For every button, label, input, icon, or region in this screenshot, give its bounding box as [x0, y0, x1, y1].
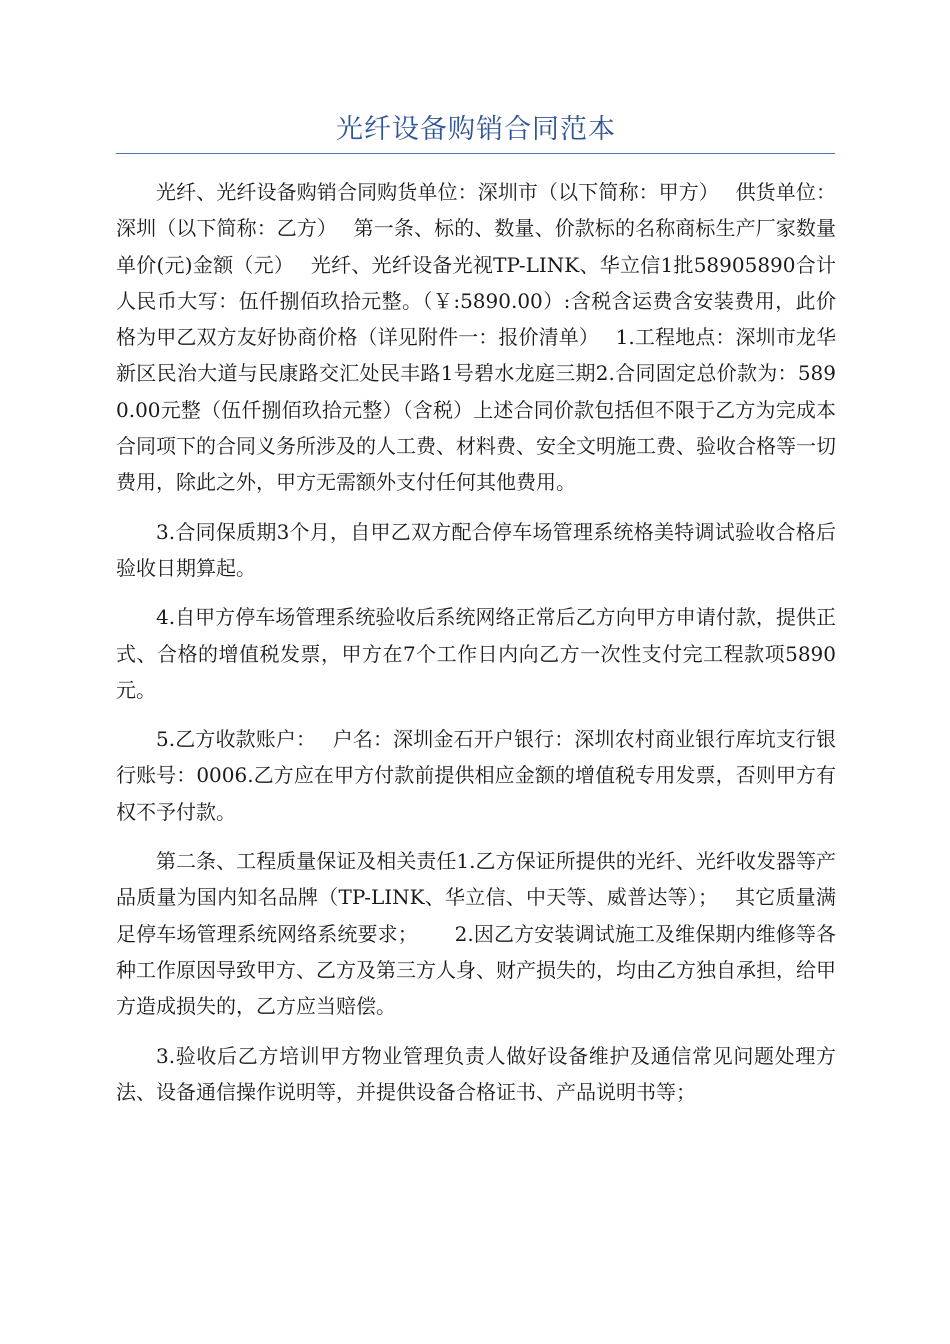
paragraph-bank-account: 5.乙方收款账户： 户名：深圳金石开户银行：深圳农村商业银行库坑支行银行账号：0006.乙方应在甲方付款前提供相应金额的增值税专用发票，否则甲方有权不予付款。 [116, 727, 836, 824]
document-title: 光纤设备购销合同范本 [336, 114, 616, 145]
paragraph-payment-terms: 4.自甲方停车场管理系统验收后系统网络正常后乙方向甲方申请付款，提供正式、合格的增值税发票，甲方在7个工作日内向乙方一次性支付完工程款项5890元。 [116, 605, 836, 702]
title-underline [116, 153, 835, 154]
document-body [116, 174, 836, 1123]
paragraph-quality-guarantee: 第二条、工程质量保证及相关责任1.乙方保证所提供的光纤、光纤收发器等产品质量为国内知名品牌（TP-LINK、华立信、中天等、威普达等）； 其它质量满足停车场管理系统网络系统要求； 2.因乙方安装调试施工及维保期内维修等各种工作原因导致甲方、乙方及第三方人身、财产损失的，均由乙方独自承担，给甲方造成损失的，乙方应当赔偿。 [116, 849, 836, 1019]
paragraph-contract-parties: 光纤、光纤设备购销合同购货单位：深圳市（以下简称：甲方） 供货单位：深圳（以下简称：乙方） 第一条、标的、数量、价款标的名称商标生产厂家数量单价(元)金额（元） 光纤、光纤设备光视TP-LINK、华立信1批58905890合计人民币大写：伍仟捌佰玖拾元整。（￥:5890.00）:含税含运费含安装费用，此价格为甲乙双方友好协商价格（详见附件一：报价清单） 1.工程地点：深圳市龙华新区民治大道与民康路交汇处民丰路1号碧水龙庭三期2.合同固定总价款为：5890.00元整（伍仟捌佰玖拾元整）（含税）上述合同价款包括但不限于乙方为完成本合同项下的合同义务所涉及的人工费、材料费、安全文明施工费、验收合格等一切费用，除此之外，甲方无需额外支付任何其他费用。 [116, 180, 836, 495]
paragraph-warranty-period: 3.合同保质期3个月，自甲乙双方配合停车场管理系统格美特调试验收合格后验收日期算起。 [116, 519, 836, 580]
paragraph-training: 3.验收后乙方培训甲方物业管理负责人做好设备维护及通信常见问题处理方法、设备通信操作说明等，并提供设备合格证书、产品说明书等； [116, 1043, 836, 1104]
